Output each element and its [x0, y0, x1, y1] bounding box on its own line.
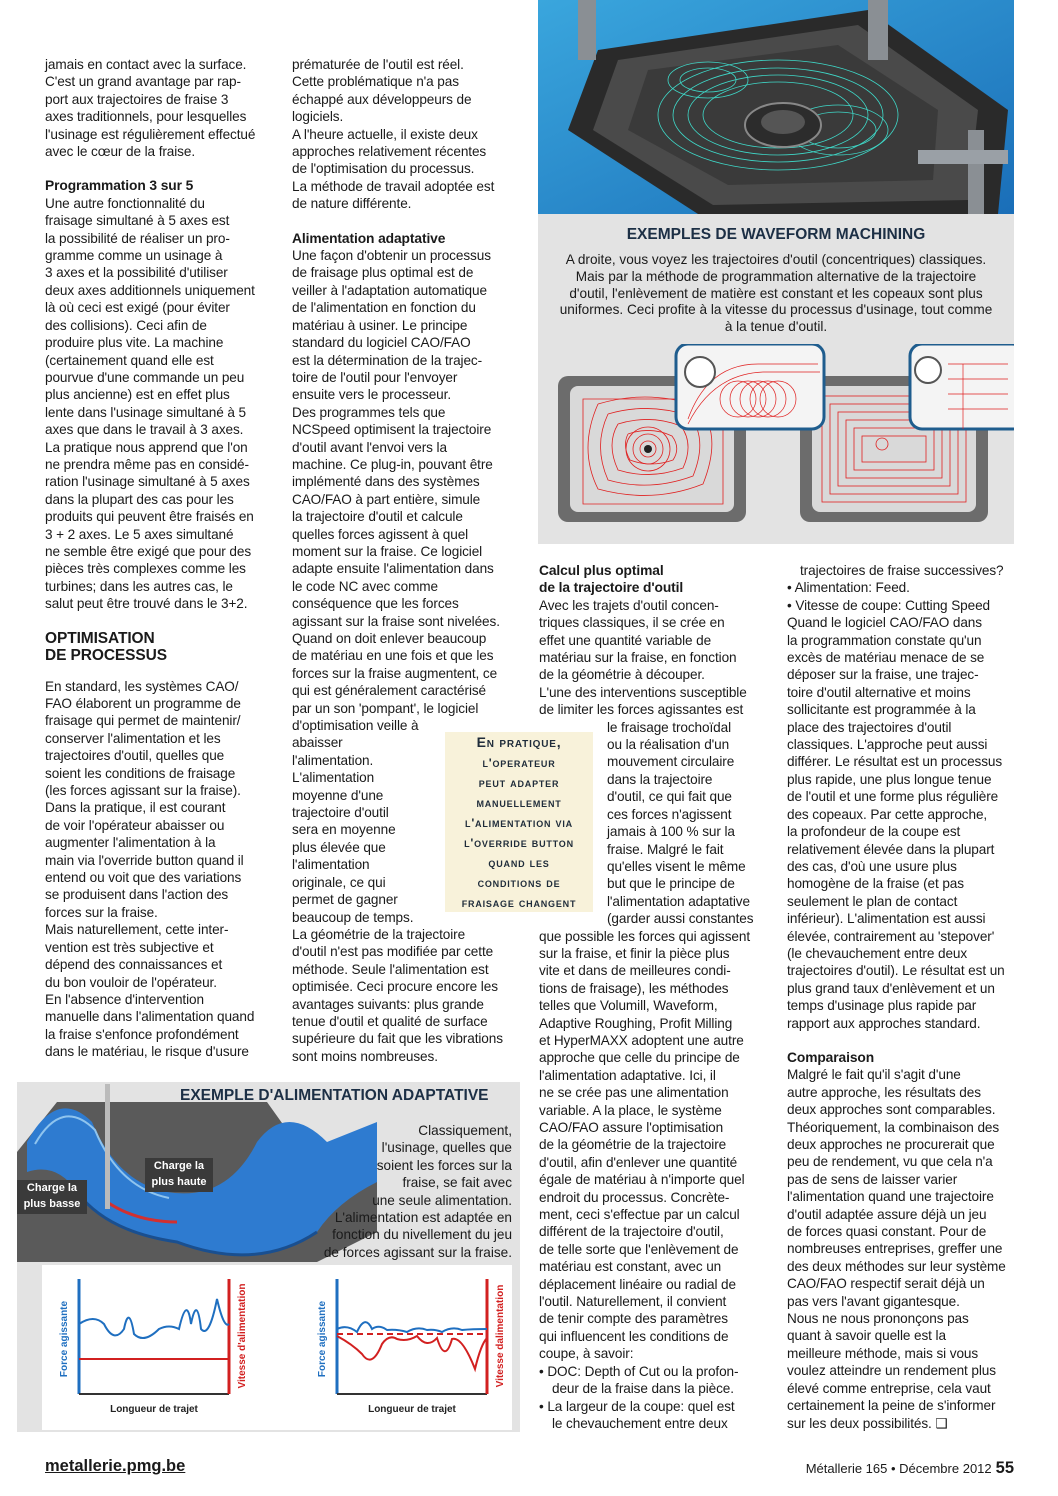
- adaptive-feed-title: EXEMPLE D'ALIMENTATION ADAPTATIVE: [180, 1087, 489, 1104]
- chart1-ylabel-left: Force agissante: [59, 1300, 70, 1378]
- label-high-load: Charge la plus haute: [145, 1158, 213, 1192]
- bullet-speed: • Vitesse de coupe: Cutting Speed: [787, 597, 1019, 614]
- col2-paragraph-1: prématurée de l'outil est réel. Cette problématique n'a pas échappé aux développeurs de logiciels. A l'heure actuelle, il existe deux approches relativement récentes de l'optimisation du processus. La méthode de travail adoptée est de nature différente.: [292, 57, 495, 212]
- heading-alimentation-adaptative: Alimentation adaptative: [292, 230, 446, 246]
- chart2-feed-line: [337, 1336, 487, 1369]
- page-number: 55: [995, 1459, 1014, 1477]
- col2-paragraph-2: Une façon d'obtenir un processus de fraisage plus optimal est de veiller à l'adaptation automatique de l'alimentation en fonction du matériau à usiner. Le principe standard du logiciel CAO/FAO est la détermination de la trajec- toire de l'outil pour l'envoyer ensuite vers le processeur. Des programmes tels que NCSpeed optimisent la trajectoire d'outil avant l'envoi vers la machine. Ce plug-in, pouvant être implémenté dans des systèmes CAO/FAO à part entière, simule la trajectoire d'outil et calcule quelles forces agissent à quel moment sur la fraise. Ce logiciel adapte ensuite l'alimentation dans le code NC avec comme conséquence que les forces agissant sur la fraise sont nivelées. Quand on doit enlever beaucoup de matériau en une fois et que les forces sur la fraise augmentent, ce qui est généralement caractérisé par un son 'pompant', le logiciel d'optimisation veille à abaisser l'alimentation. L'alimentation moyenne d'une trajectoire d'outil sera en moyenne plus élevée que l'alimentation originale, ce qui permet de gagner beaucoup de temps. La géométrie de la trajectoire d'outil n'est pas modifiée par cette méthode. Seule l'alimentation est optimisée. Ceci procure encore les avantages suivants: plus grande tenue d'outil et qualité de surface supérieure du fait que les vibrations sont moins nombreuses.: [292, 248, 503, 1064]
- col3-bullets: [539, 1363, 774, 1433]
- footer-issue: [806, 1459, 1014, 1478]
- machining-3d-image: [538, 0, 1014, 214]
- col4-continuation: trajectoires de fraise successives?: [800, 563, 1004, 578]
- col3-paragraph-1: Avec les trajets d'outil concen- triques classiques, il se crée en effet une quantité variable de matériau sur la fraise, en fonction de la géométrie à découper. L'une des interventions susceptible de limiter les forces agissantes est: [539, 597, 747, 718]
- chart2-ylabel-right: Vitesse dalimentation: [495, 1284, 506, 1388]
- col1-paragraph-1: jamais en contact avec la surface. C'est un grand avantage par rap- port aux trajectoires de fraise 3 axes traditionnels, pour lesquelles l'usinage est régulièrement effectué avec le cœur de la fraise.: [45, 57, 256, 160]
- col1-paragraph-2: Une autre fonctionnalité du fraisage simultané à 5 axes est la possibilité de réaliser un pro- gramme comme un usinage à 3 axes et la possibilité d'utiliser deux axes additionnels uniquement là où ceci est exigé (pour éviter des collisions). Ceci afin de produire plus vite. La machine (certainement quand elle est pourvue d'une commande un peu plus ancienne) est en effet plus lente dans l'usinage simultané à 5 axes que dans le travail à 3 axes. La pratique nous apprend que l'on ne prendra même pas en considé- ration l'usinage simultané à 5 axes dans la plupart des cas pour les produits qui peuvent être fraisés en 3 + 2 axes. Le 5 axes simultané ne semble être exigé que pour des pièces très complexes comme les turbines; dans les autres cas, le salut peut être trouvé dans le 3+2.: [45, 195, 255, 612]
- issue-text: Métallerie 165 • Décembre 2012: [805, 1461, 992, 1476]
- column-2: [292, 56, 524, 1065]
- bullet-largeur: • La largeur de la coupe: quel est le chevauchement entre deux: [539, 1398, 774, 1433]
- chart-adaptive-feed: [317, 1274, 517, 1424]
- chart1-ylabel-right: Vitesse d'alimentation: [237, 1283, 248, 1389]
- chart2-ylabel-left: Force agissante: [317, 1300, 328, 1378]
- col4-bullets: [787, 579, 1019, 614]
- tool: [105, 1084, 110, 1209]
- heading-calcul: Calcul plus optimal de la trajectoire d'outil: [539, 563, 684, 596]
- col3-paragraph-2: que possible les forces qui agissent sur la fraise, et finir la pièce plus vite et dans de meilleures condi- tions de fraisage), les méthodes telles que Volumill, Waveform, Adaptive Roughing, Profit Milling et HyperMAXX adoptent une autre approche que celle du principe de l'alimentation adaptative. Ici, il ne se crée pas une alimentation variable. A la place, le système CAO/FAO assure l'optimisation de la géométrie de la trajectoire d'outil, afin d'enlever une quantité égale de matériau à n'importe quel endroit du processus. Concrète- ment, ceci s'effectue par un calcul différent de la trajectoire d'outil, de telle sorte que l'enlèvement de matériau est constant, avec un déplacement linéaire ou radial de l'outil. Naturellement, il convient de tenir compte des paramètres qui influencent les conditions de coupe, à savoir:: [539, 928, 751, 1362]
- column-4: [787, 562, 1019, 1432]
- col4-paragraph-1: Quand le logiciel CAO/FAO dans la programmation constate qu'un excès de matériau menace de se déposer sur la fraise, une trajec- toire d'outil alternative et moins sollicitante est programmée à la place des trajectoires d'outil classiques. L'approche peut aussi différer. Le résultat est un processus plus rapide, une plus longue tenue de l'outil et une forme plus régulière des copeaux. Par cette approche, la profondeur de la coupe est relativement élevée dans la plupart des cas, d'où une usure plus homogène de la fraise (et pas seulement le plan de contact inférieur). L'alimentation est aussi élevée, contrairement au 'stepover' (le chevauchement entre deux trajectoires d'outil). Le résultat est un plus grand taux d'enlèvement et un temps d'usinage plus rapide par rapport aux approches standard.: [787, 615, 1005, 1031]
- waveform-images: [538, 344, 1014, 544]
- label-low-load: Charge la plus basse: [17, 1180, 87, 1214]
- bullet-feed: • Alimentation: Feed.: [787, 579, 1019, 596]
- waveform-text: A droite, vous voyez les trajectoires d'outil (concentriques) classiques. Mais par la méthode de programmation alternative de la trajectoire d'outil, l'enlèvement de matière est constant et les copeaux sont plus uniformes. Ceci profite à la vitesse du processus d'usinage, tout comme à la tenue d'outil.: [559, 252, 993, 335]
- col3-paragraph-1-indented: le fraisage trochoïdal ou la réalisation d'un mouvement circulaire dans la trajectoire d'outil, ce qui fait que ces forces n'agissent jamais à 100 % sur la fraise. Malgré le fait qu'elles visent le même but que le principe de l'alimentation adaptative (garder aussi constantes: [607, 719, 754, 927]
- heading-optimisation: OPTIMISATION DE PROCESSUS: [45, 629, 167, 665]
- footer-site-link[interactable]: metallerie.pmg.be: [45, 1457, 186, 1475]
- chart2-xlabel: Longueur de trajet: [368, 1404, 456, 1415]
- pull-quote: En pratique, l'operateur peut adapter manuellement l'alimentation via l'override button quand les conditions de fraisage changent: [445, 732, 593, 912]
- column-3: [539, 562, 774, 1432]
- col1-paragraph-3: En standard, les systèmes CAO/ FAO élaborent un programme de fraisage qui permet de maintenir/ conserver l'alimentation et les trajectoires d'outil, quelles que soient les conditions de fraisage (les forces agissant sur la fraise). Dans la pratique, il est courant de voir l'opérateur abaisser ou augmenter l'alimentation à la main via l'override button quand il entend ou voit que des variations se produisent dans l'action des forces sur la fraise. Mais naturellement, cette inter- vention est très subjective et dépend des connaissances et du bon vouloir de l'opérateur. En l'absence d'intervention manuelle dans l'alimentation quand la fraise s'enfonce profondément dans le matériau, le risque d'usure: [45, 678, 255, 1060]
- adaptive-feed-figure: [17, 1082, 520, 1432]
- chart-constant-feed: [59, 1274, 259, 1424]
- adaptive-feed-text: Classiquement, l'usinage, quelles que soient les forces sur la fraise, se fait avec une seule alimentation. L'alimentation est adaptée en fonction du nivellement du jeu de forces agissant sur la fraise.: [323, 1123, 512, 1260]
- heading-programmation: Programmation 3 sur 5: [45, 178, 194, 194]
- column-1: [45, 56, 277, 1061]
- bullet-doc: • DOC: Depth of Cut ou la profon- deur de la fraise dans la pièce.: [539, 1363, 774, 1398]
- chart1-xlabel: Longueur de trajet: [110, 1404, 198, 1415]
- heading-comparaison: Comparaison: [787, 1049, 875, 1065]
- col4-paragraph-2: Malgré le fait qu'il s'agit d'une autre approche, les résultats des deux approches sont comparables. Théoriquement, la combinaison des deux approches ne procurerait que peu de rendement, vu que cela n'a pas de sens de laisser varier l'alimentation quand une trajectoire d'outil adaptée assure déjà un jeu de forces quasi constant. Pour de nombreuses entreprises, greffer une des deux méthodes sur leur système CAO/FAO respectif serait déjà un pas vers l'avant gigantesque. Nous ne nous prononçons pas quant à savoir quelle est la meilleure méthode, mais si vous voulez atteindre un rendement plus élevé comme entreprise, cela vaut certainement la peine de s'informer sur les deux possibilités. ❑: [787, 1067, 1006, 1431]
- waveform-caption: [538, 214, 1014, 344]
- waveform-title: EXEMPLES DE WAVEFORM MACHINING: [626, 226, 926, 243]
- chart1-force-line: [79, 1299, 229, 1338]
- chart2-force-line: [337, 1322, 487, 1332]
